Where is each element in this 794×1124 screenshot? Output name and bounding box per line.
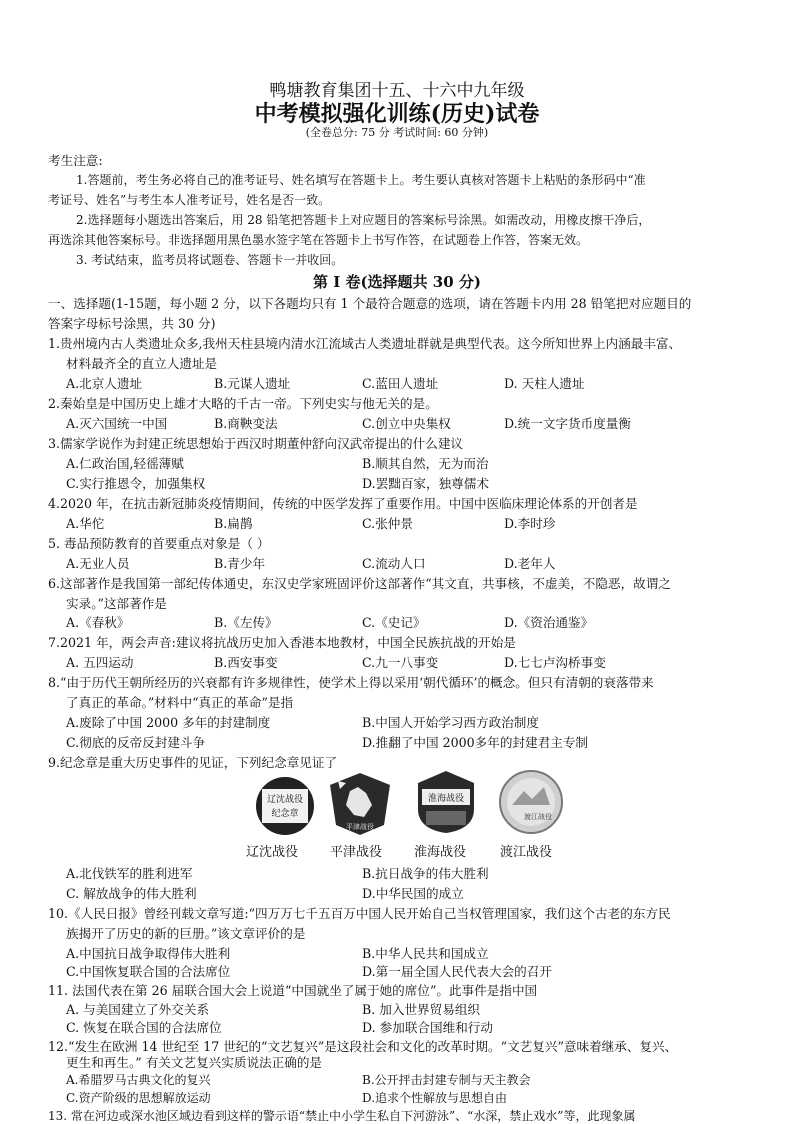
medal-dujiang-icon bbox=[498, 769, 564, 835]
option-d: D.李时珍 bbox=[504, 515, 556, 531]
option-a: A. 五四运动 bbox=[66, 655, 134, 671]
option-b: B.商鞅变法 bbox=[214, 416, 278, 431]
option-a: A.仁政治国,轻徭薄赋 bbox=[66, 455, 184, 471]
exam-info: (全卷总分: 75 分 考试时间: 60 分钟) bbox=[305, 126, 489, 140]
option-b: B.扁鹊 bbox=[214, 515, 253, 531]
question-stem: 2.秦始皇是中国历史上雄才大略的千古一帝。下列史实与他无关的是。 bbox=[48, 396, 438, 412]
option-d: D. 天柱人遗址 bbox=[504, 376, 585, 392]
option-c: C.《史记》 bbox=[362, 615, 426, 631]
option-a: A.希腊罗马古典文化的复兴 bbox=[66, 1073, 211, 1087]
option-a: A.无业人员 bbox=[66, 555, 130, 571]
question-stem: 族揭开了历史的新的巨册。”该文章评价的是 bbox=[66, 925, 306, 941]
option-c: C.蓝田人遗址 bbox=[362, 376, 439, 392]
option-b: B.西安事变 bbox=[214, 655, 278, 671]
option-c: C. 解放战争的伟大胜利 bbox=[66, 886, 197, 901]
option-b: B.《左传》 bbox=[214, 615, 278, 631]
option-d: D.七七卢沟桥事变 bbox=[504, 655, 606, 671]
medal-caption: 渡江战役 bbox=[500, 845, 553, 861]
medal-pingjin-icon bbox=[328, 771, 392, 837]
option-a: A.灭六国统一中国 bbox=[66, 416, 168, 431]
option-c: C. 恢复在联合国的合法席位 bbox=[66, 1019, 222, 1035]
notice-line: 1.答题前，考生务必将自己的准考证号、姓名填写在答题卡上。考生要认真核对答题卡上粘贴的条形码中“准 bbox=[76, 172, 646, 187]
question-stem: 6.这部著作是我国第一部纪传体通史，东汉史学家班固评价这部著作“其文直，共事核，不虚美，不隐恶，故谓之 bbox=[48, 575, 671, 591]
option-b: B.中国人开始学习西方政治制度 bbox=[362, 715, 539, 731]
medal-pingjin bbox=[328, 771, 392, 837]
option-d: D.第一届全国人民代表大会的召开 bbox=[362, 963, 552, 979]
section-title: 第 Ⅰ 卷(选择题共 30 分) bbox=[313, 272, 481, 291]
question-stem: 4.2020 年，在抗击新冠肺炎疫情期间，传统的中医学发挥了重要作用。中国中医临床理论体系的开创者是 bbox=[48, 495, 638, 511]
svg-text:纪念章: 纪念章 bbox=[271, 807, 299, 818]
medal-liaoshen bbox=[254, 775, 316, 837]
option-a: A.北伐铁军的胜利进军 bbox=[66, 866, 193, 882]
section-instruction: 一、选择题(1-15题，每小题 2 分，以下各题均只有 1 个最符合题意的选项，请在答题卡内用 28 铅笔把对应题目的 bbox=[48, 296, 692, 312]
option-a: A.《春秋》 bbox=[66, 615, 130, 631]
option-d: D.中华民国的成立 bbox=[362, 886, 464, 901]
option-b: B.公开抨击封建专制与天主教会 bbox=[362, 1073, 531, 1087]
medal-1-text: 辽沈战役 bbox=[266, 793, 304, 804]
option-b: B.元谋人遗址 bbox=[214, 376, 291, 392]
question-stem: 更生和再生。” 有关文艺复兴实质说法正确的是 bbox=[66, 1055, 323, 1070]
svg-text:渡江战役: 渡江战役 bbox=[524, 813, 552, 822]
option-a: A.中国抗日战争取得伟大胜利 bbox=[66, 945, 231, 961]
option-c: C.创立中央集权 bbox=[362, 416, 451, 431]
medal-huaihai bbox=[416, 769, 476, 835]
medal-caption: 辽沈战役 bbox=[246, 845, 299, 861]
option-d: D.罢黜百家，独尊儒术 bbox=[362, 475, 489, 491]
school-title: 鸭塘教育集团十五、十六中九年级 bbox=[269, 81, 525, 101]
svg-text:淮海战役: 淮海战役 bbox=[427, 793, 465, 804]
option-c: C.流动人口 bbox=[362, 555, 426, 571]
question-stem: 9.纪念章是重大历史事件的见证，下列纪念章见证了 bbox=[48, 755, 338, 770]
svg-text:平津战役: 平津战役 bbox=[346, 823, 374, 831]
option-d: D. 参加联合国维和行动 bbox=[362, 1019, 493, 1035]
option-b: B.中华人民共和国成立 bbox=[362, 945, 489, 961]
notice-line: 3. 考试结束，监考员将试题卷、答题卡一并收回。 bbox=[76, 252, 344, 267]
question-stem: 1.贵州境内古人类遗址众多,我州天柱县境内清水江流域古人类遗址群就是典型代表。这今所知世界上内涵最丰富、 bbox=[48, 336, 682, 352]
question-stem: 7.2021 年，两会声音:建议将抗战历史加入香港本地教材，中国全民族抗战的开始是 bbox=[48, 635, 516, 651]
question-stem: 了真正的革命。”材料中“真正的革命”是指 bbox=[66, 695, 294, 711]
option-d: D.《资治通鉴》 bbox=[504, 615, 594, 631]
option-b: B.青少年 bbox=[214, 555, 266, 571]
question-stem: 材料最齐全的直立人遗址是 bbox=[66, 356, 218, 372]
option-c: C.彻底的反帝反封建斗争 bbox=[66, 735, 206, 750]
option-c: C.九一八事变 bbox=[362, 655, 439, 671]
option-b: B. 加入世界贸易组织 bbox=[362, 1001, 481, 1017]
medal-huaihai-icon bbox=[416, 769, 476, 835]
question-stem: 3.儒家学说作为封建正统思想始于西汉时期董仲舒向汉武帝提出的什么建议 bbox=[48, 436, 464, 451]
option-d: D.统一文字货币度量衡 bbox=[504, 416, 631, 431]
question-stem: 12.“发生在欧洲 14 世纪至 17 世纪的“文艺复兴”是这段社会和文化的改革时期。“文艺复兴”意味着继承、复兴、 bbox=[48, 1038, 678, 1054]
notice-line: 考证号、姓名”与考生本人准考证号，姓名是否一致。 bbox=[48, 192, 331, 207]
medal-caption: 平津战役 bbox=[330, 845, 383, 861]
option-d: D.推翻了中国 2000多年的封建君主专制 bbox=[362, 735, 589, 750]
notice-line: 再选涂其他答案标号。非选择题用黑色墨水签字笔在答题卡上书写作答，在试题卷上作答，答案无效。 bbox=[48, 232, 589, 247]
option-a: A.北京人遗址 bbox=[66, 376, 143, 392]
medal-dujiang bbox=[498, 769, 564, 835]
option-c: C.中国恢复联合国的合法席位 bbox=[66, 963, 231, 979]
option-a: A.废除了中国 2000 多年的封建制度 bbox=[66, 715, 271, 731]
question-stem: 8.“由于历代王朝所经历的兴衰都有许多规律性，使学术上得以采用‘朝代循环’的概念。但只有清朝的衰落带来 bbox=[48, 675, 654, 691]
option-a: A. 与美国建立了外交关系 bbox=[66, 1001, 210, 1017]
option-c: C.资产阶级的思想解放运动 bbox=[66, 1091, 211, 1105]
notice-title: 考生注意: bbox=[48, 153, 103, 169]
option-c: C.实行推恩令，加强集权 bbox=[66, 475, 206, 491]
medal-liaoshen-icon bbox=[254, 775, 316, 837]
option-a: A.华佗 bbox=[66, 515, 105, 531]
question-stem: 10.《人民日报》曾经刊载文章写道:“四万万七千五百万中国人民开始自己当权管理国家，我们这个古老的东方民 bbox=[48, 905, 671, 921]
option-c: C.张仲景 bbox=[362, 515, 413, 531]
option-b: B.抗日战争的伟大胜利 bbox=[362, 866, 489, 882]
option-b: B.顺其自然，无为而治 bbox=[362, 455, 489, 471]
section-instruction: 答案字母标号涂黑，共 30 分) bbox=[48, 316, 216, 332]
option-d: D.追求个性解放与思想自由 bbox=[362, 1091, 508, 1105]
question-stem: 实录。”这部著作是 bbox=[66, 595, 167, 611]
medal-caption: 淮海战役 bbox=[414, 845, 467, 861]
option-d: D.老年人 bbox=[504, 555, 556, 571]
question-stem: 13. 常在河边或深水池区域边看到这样的警示语“禁止中小学生私自下河游泳”、“水深，禁止戏水”等，此现象属 bbox=[48, 1109, 636, 1123]
notice-line: 2.选择题每小题选出答案后，用 28 铅笔把答题卡上对应题目的答案标号涂黑。如需改动，用橡皮擦干净后， bbox=[76, 212, 651, 227]
question-stem: 5. 毒品预防教育的首要重点对象是（ ） bbox=[48, 535, 270, 551]
exam-title: 中考模拟强化训练(历史)试卷 bbox=[254, 100, 540, 127]
question-stem: 11. 法国代表在第 26 届联合国大会上说道“中国就坐了属于她的席位”。此事件是指中国 bbox=[48, 982, 538, 998]
